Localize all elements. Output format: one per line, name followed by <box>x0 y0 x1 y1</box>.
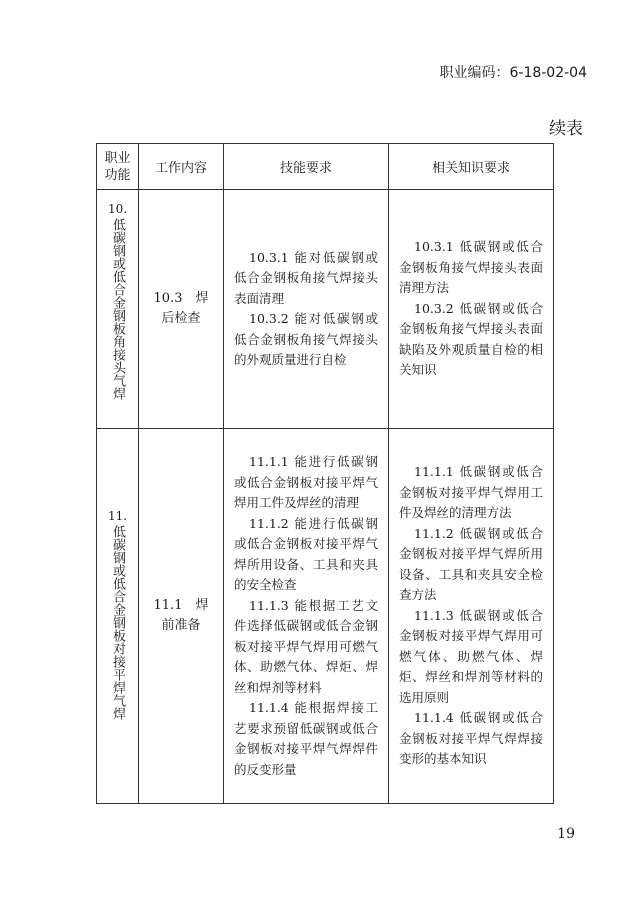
header-content: 工作内容 <box>139 144 224 190</box>
skills-table <box>96 143 554 804</box>
occupation-code: 职业编码：6-18-02-04 <box>439 65 587 81</box>
skill-item: 11.1.2 能进行低碳钢或低合金钢板对接平焊气焊所用设备、工具和夹具的安全检查 <box>234 515 378 592</box>
function-cell <box>97 190 139 429</box>
header-knowledge: 相关知识要求 <box>389 144 554 190</box>
knowledge-cell <box>389 190 554 429</box>
skill-item: 10.3.1 能对低碳钢或低合金钢板角接气焊接头表面清理 <box>234 249 378 306</box>
function-name: 低碳钢或低合金钢板对接平焊气焊 <box>110 525 125 720</box>
table-row <box>97 429 554 804</box>
function-number: 10. <box>107 202 128 216</box>
function-cell <box>97 429 139 804</box>
function-name: 低碳钢或低合金钢板角接头气焊 <box>110 218 125 400</box>
skill-item: 11.1.3 能根据工艺文件选择低碳钢或低合金钢板对接平焊气焊用可燃气体、助燃气体、焊炬、焊丝和焊剂等材料 <box>234 597 378 695</box>
knowledge-item: 11.1.3 低碳钢或低合金钢板对接平焊气焊用可燃气体、助燃气体、焊炬、焊丝和焊剂等材料的选用原则 <box>399 607 543 705</box>
function-number: 11. <box>107 509 128 523</box>
skills-cell <box>224 429 389 804</box>
skills-cell <box>224 190 389 429</box>
header-function: 职业功能 <box>97 144 139 190</box>
table-header-row <box>97 144 554 190</box>
knowledge-item: 11.1.4 低碳钢或低合金钢板对接平焊气焊焊接变形的基本知识 <box>399 710 543 767</box>
skill-item: 11.1.4 能根据焊接工艺要求预留低碳钢或低合金钢板对接平焊气焊焊件的反变形量 <box>234 700 378 777</box>
header-skills: 技能要求 <box>224 144 389 190</box>
continued-label: 续表 <box>549 119 583 139</box>
skill-item: 11.1.1 能进行低碳钢或低合金钢板对接平焊气焊用工件及焊丝的清理 <box>234 454 378 510</box>
skill-item: 10.3.2 能对低碳钢或低合金钢板角接气焊接头的外观质量进行自检 <box>234 311 378 367</box>
knowledge-item: 11.1.1 低碳钢或低合金钢板对接平焊气焊用工件及焊丝的清理方法 <box>399 464 543 521</box>
knowledge-item: 10.3.1 低碳钢或低合金钢板角接气焊接头表面清理方法 <box>399 239 543 296</box>
page-number: 19 <box>557 826 575 842</box>
work-content-cell: 10.3 焊后检查 <box>139 190 224 429</box>
table-row <box>97 190 554 429</box>
knowledge-item: 10.3.2 低碳钢或低合金钢板角接气焊接头表面缺陷及外观质量自检的相关知识 <box>399 300 543 378</box>
knowledge-cell <box>389 429 554 804</box>
knowledge-item: 11.1.2 低碳钢或低合金钢板对接平焊气焊所用设备、工具和夹具安全检查方法 <box>399 525 543 603</box>
work-content-cell: 11.1 焊前准备 <box>139 429 224 804</box>
